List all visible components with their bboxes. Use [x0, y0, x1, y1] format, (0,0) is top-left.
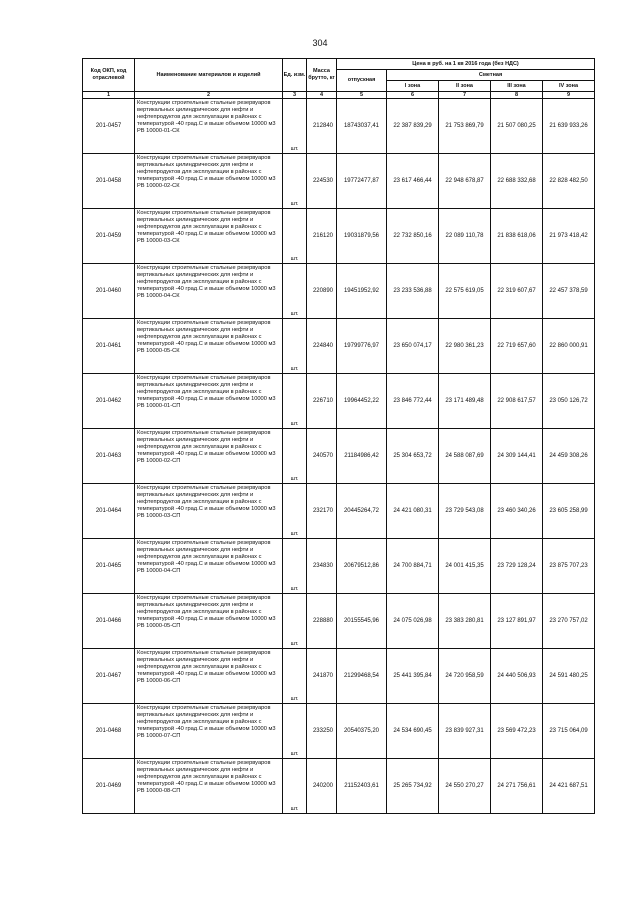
row-zone-4-price: 24 459 308,26 [543, 429, 595, 484]
row-release-price: 20679512,86 [337, 539, 387, 594]
row-name: Конструкции строительные стальные резервуаров вертикальных цилиндрических для нефти и нефтепродуктов для эксплуатации в районах с температурой -40 град.С и выше объемом 10000 м3 РВ 10000-06-СП [135, 649, 283, 704]
row-release-price: 20445264,72 [337, 484, 387, 539]
table-row [83, 484, 595, 539]
row-release-price: 21152403,61 [337, 759, 387, 814]
column-number-row [83, 92, 595, 99]
row-zone-1-price: 24 700 884,71 [387, 539, 439, 594]
row-name: Конструкции строительные стальные резервуаров вертикальных цилиндрических для нефти и нефтепродуктов для эксплуатации в районах с температурой -40 град.С и выше объемом 10000 м3 РВ 10000-07-СП [135, 704, 283, 759]
row-name: Конструкции строительные стальные резервуаров вертикальных цилиндрических для нефти и нефтепродуктов для эксплуатации в районах с температурой -40 град.С и выше объемом 10000 м3 РВ 10000-05-СП [135, 594, 283, 649]
row-mass: 240570 [307, 429, 337, 484]
row-code: 201-0469 [83, 759, 135, 814]
row-zone-2-price: 22 575 619,05 [439, 264, 491, 319]
row-zone-4-price: 22 860 000,91 [543, 319, 595, 374]
row-release-price: 20540375,20 [337, 704, 387, 759]
table-row [83, 539, 595, 594]
row-unit: шт. [283, 154, 307, 209]
row-mass: 220890 [307, 264, 337, 319]
row-zone-2-price: 23 171 489,48 [439, 374, 491, 429]
row-zone-3-price: 21 507 080,25 [491, 99, 543, 154]
row-unit: шт. [283, 539, 307, 594]
row-unit: шт. [283, 649, 307, 704]
row-zone-1-price: 24 534 690,45 [387, 704, 439, 759]
row-release-price: 21184986,42 [337, 429, 387, 484]
header-name: Наименование материалов и изделий [135, 59, 283, 92]
row-code: 201-0466 [83, 594, 135, 649]
row-mass: 226710 [307, 374, 337, 429]
row-unit: шт. [283, 99, 307, 154]
row-zone-4-price: 22 457 378,59 [543, 264, 595, 319]
row-release-price: 19772477,87 [337, 154, 387, 209]
row-mass: 240200 [307, 759, 337, 814]
row-code: 201-0468 [83, 704, 135, 759]
row-mass: 224530 [307, 154, 337, 209]
row-unit: шт. [283, 759, 307, 814]
row-name: Конструкции строительные стальные резервуаров вертикальных цилиндрических для нефти и нефтепродуктов для эксплуатации в районах с температурой -40 град.С и выше объемом 10000 м3 РВ 10000-05-СК [135, 319, 283, 374]
row-zone-2-price: 23 839 927,31 [439, 704, 491, 759]
table-row [83, 759, 595, 814]
row-code: 201-0467 [83, 649, 135, 704]
row-zone-4-price: 24 421 687,51 [543, 759, 595, 814]
row-zone-2-price: 24 550 270,27 [439, 759, 491, 814]
row-unit: шт. [283, 704, 307, 759]
row-zone-3-price: 22 719 657,60 [491, 319, 543, 374]
row-mass: 234830 [307, 539, 337, 594]
table-row [83, 649, 595, 704]
row-zone-3-price: 21 838 618,06 [491, 209, 543, 264]
row-zone-2-price: 24 720 958,59 [439, 649, 491, 704]
row-zone-1-price: 24 421 080,31 [387, 484, 439, 539]
row-code: 201-0460 [83, 264, 135, 319]
row-zone-4-price: 21 973 418,42 [543, 209, 595, 264]
row-unit: шт. [283, 484, 307, 539]
row-release-price: 21299468,54 [337, 649, 387, 704]
row-name: Конструкции строительные стальные резервуаров вертикальных цилиндрических для нефти и нефтепродуктов для эксплуатации в районах с температурой -40 град.С и выше объемом 10000 м3 РВ 10000-02-СК [135, 154, 283, 209]
row-zone-2-price: 21 753 869,79 [439, 99, 491, 154]
row-zone-4-price: 21 639 933,26 [543, 99, 595, 154]
column-number: 7 [439, 92, 491, 99]
header-unit: Ед. изм. [283, 59, 307, 92]
row-zone-1-price: 23 233 536,88 [387, 264, 439, 319]
row-zone-4-price: 22 828 482,50 [543, 154, 595, 209]
row-zone-2-price: 24 001 415,35 [439, 539, 491, 594]
row-code: 201-0458 [83, 154, 135, 209]
row-zone-4-price: 23 875 707,23 [543, 539, 595, 594]
row-zone-4-price: 23 715 064,09 [543, 704, 595, 759]
row-release-price: 18743037,41 [337, 99, 387, 154]
row-zone-1-price: 23 846 772,44 [387, 374, 439, 429]
row-mass: 233250 [307, 704, 337, 759]
row-unit: шт. [283, 264, 307, 319]
column-number: 4 [307, 92, 337, 99]
row-release-price: 19964452,22 [337, 374, 387, 429]
row-mass: 232170 [307, 484, 337, 539]
row-mass: 212840 [307, 99, 337, 154]
header-zone-1: I зона [387, 81, 439, 92]
row-release-price: 19451952,92 [337, 264, 387, 319]
row-code: 201-0459 [83, 209, 135, 264]
row-mass: 216120 [307, 209, 337, 264]
row-zone-1-price: 25 441 395,84 [387, 649, 439, 704]
row-name: Конструкции строительные стальные резервуаров вертикальных цилиндрических для нефти и нефтепродуктов для эксплуатации в районах с температурой -40 град.С и выше объемом 10000 м3 РВ 10000-01-СП [135, 374, 283, 429]
row-code: 201-0461 [83, 319, 135, 374]
row-zone-3-price: 22 908 617,57 [491, 374, 543, 429]
row-code: 201-0465 [83, 539, 135, 594]
row-zone-3-price: 24 309 144,41 [491, 429, 543, 484]
row-zone-1-price: 25 265 734,92 [387, 759, 439, 814]
table-row [83, 99, 595, 154]
header-zone-2: II зона [439, 81, 491, 92]
row-zone-2-price: 22 948 678,87 [439, 154, 491, 209]
header-estimate: Сметная [387, 70, 595, 81]
row-zone-3-price: 23 127 891,97 [491, 594, 543, 649]
row-unit: шт. [283, 319, 307, 374]
page-number: 304 [312, 38, 328, 48]
row-name: Конструкции строительные стальные резервуаров вертикальных цилиндрических для нефти и нефтепродуктов для эксплуатации в районах с температурой -40 град.С и выше объемом 10000 м3 РВ 10000-08-СП [135, 759, 283, 814]
header-release: отпускная [337, 70, 387, 92]
row-zone-2-price: 22 089 110,78 [439, 209, 491, 264]
price-table [82, 58, 595, 814]
column-number: 3 [283, 92, 307, 99]
row-mass: 224840 [307, 319, 337, 374]
row-code: 201-0464 [83, 484, 135, 539]
row-code: 201-0463 [83, 429, 135, 484]
row-zone-1-price: 24 075 026,98 [387, 594, 439, 649]
row-code: 201-0457 [83, 99, 135, 154]
header-zone-3: III зона [491, 81, 543, 92]
row-zone-3-price: 23 569 472,23 [491, 704, 543, 759]
row-zone-3-price: 23 729 128,24 [491, 539, 543, 594]
row-zone-1-price: 22 387 839,29 [387, 99, 439, 154]
row-zone-4-price: 23 605 258,99 [543, 484, 595, 539]
column-number: 2 [135, 92, 283, 99]
row-unit: шт. [283, 374, 307, 429]
row-name: Конструкции строительные стальные резервуаров вертикальных цилиндрических для нефти и нефтепродуктов для эксплуатации в районах с температурой -40 град.С и выше объемом 10000 м3 РВ 10000-03-СК [135, 209, 283, 264]
row-zone-3-price: 23 460 340,26 [491, 484, 543, 539]
row-mass: 241870 [307, 649, 337, 704]
row-release-price: 19031879,56 [337, 209, 387, 264]
header-mass: Масса брутто, кг [307, 59, 337, 92]
row-zone-2-price: 22 980 361,23 [439, 319, 491, 374]
row-release-price: 20155545,96 [337, 594, 387, 649]
header-zone-4: IV зона [543, 81, 595, 92]
table-row [83, 264, 595, 319]
table-row [83, 319, 595, 374]
row-zone-1-price: 23 617 466,44 [387, 154, 439, 209]
row-zone-3-price: 22 319 607,67 [491, 264, 543, 319]
table-row [83, 429, 595, 484]
row-zone-1-price: 25 304 653,72 [387, 429, 439, 484]
row-zone-4-price: 24 591 480,25 [543, 649, 595, 704]
row-unit: шт. [283, 209, 307, 264]
row-mass: 228880 [307, 594, 337, 649]
table-row [83, 704, 595, 759]
table-row [83, 374, 595, 429]
column-number: 5 [337, 92, 387, 99]
row-zone-1-price: 23 650 074,17 [387, 319, 439, 374]
row-zone-3-price: 24 440 506,93 [491, 649, 543, 704]
row-zone-4-price: 23 270 757,02 [543, 594, 595, 649]
row-unit: шт. [283, 594, 307, 649]
column-number: 1 [83, 92, 135, 99]
table-row [83, 154, 595, 209]
row-name: Конструкции строительные стальные резервуаров вертикальных цилиндрических для нефти и нефтепродуктов для эксплуатации в районах с температурой -40 град.С и выше объемом 10000 м3 РВ 10000-01-СК [135, 99, 283, 154]
row-release-price: 19799776,97 [337, 319, 387, 374]
row-zone-3-price: 24 271 756,61 [491, 759, 543, 814]
row-zone-2-price: 23 383 280,81 [439, 594, 491, 649]
header-code: Код ОКП, код отраслевой [83, 59, 135, 92]
table-row [83, 209, 595, 264]
row-name: Конструкции строительные стальные резервуаров вертикальных цилиндрических для нефти и нефтепродуктов для эксплуатации в районах с температурой -40 град.С и выше объемом 10000 м3 РВ 10000-04-СП [135, 539, 283, 594]
row-zone-1-price: 22 732 850,16 [387, 209, 439, 264]
row-unit: шт. [283, 429, 307, 484]
table-row [83, 594, 595, 649]
row-name: Конструкции строительные стальные резервуаров вертикальных цилиндрических для нефти и нефтепродуктов для эксплуатации в районах с температурой -40 град.С и выше объемом 10000 м3 РВ 10000-03-СП [135, 484, 283, 539]
column-number: 9 [543, 92, 595, 99]
row-zone-4-price: 23 050 126,72 [543, 374, 595, 429]
column-number: 6 [387, 92, 439, 99]
row-zone-3-price: 22 688 332,68 [491, 154, 543, 209]
row-zone-2-price: 24 588 087,69 [439, 429, 491, 484]
row-zone-2-price: 23 729 543,08 [439, 484, 491, 539]
header-price-group: Цена в руб. на 1 кв 2016 года (без НДС) [337, 59, 595, 70]
column-number: 8 [491, 92, 543, 99]
row-name: Конструкции строительные стальные резервуаров вертикальных цилиндрических для нефти и нефтепродуктов для эксплуатации в районах с температурой -40 град.С и выше объемом 10000 м3 РВ 10000-04-СК [135, 264, 283, 319]
row-name: Конструкции строительные стальные резервуаров вертикальных цилиндрических для нефти и нефтепродуктов для эксплуатации в районах с температурой -40 град.С и выше объемом 10000 м3 РВ 10000-02-СП [135, 429, 283, 484]
row-code: 201-0462 [83, 374, 135, 429]
